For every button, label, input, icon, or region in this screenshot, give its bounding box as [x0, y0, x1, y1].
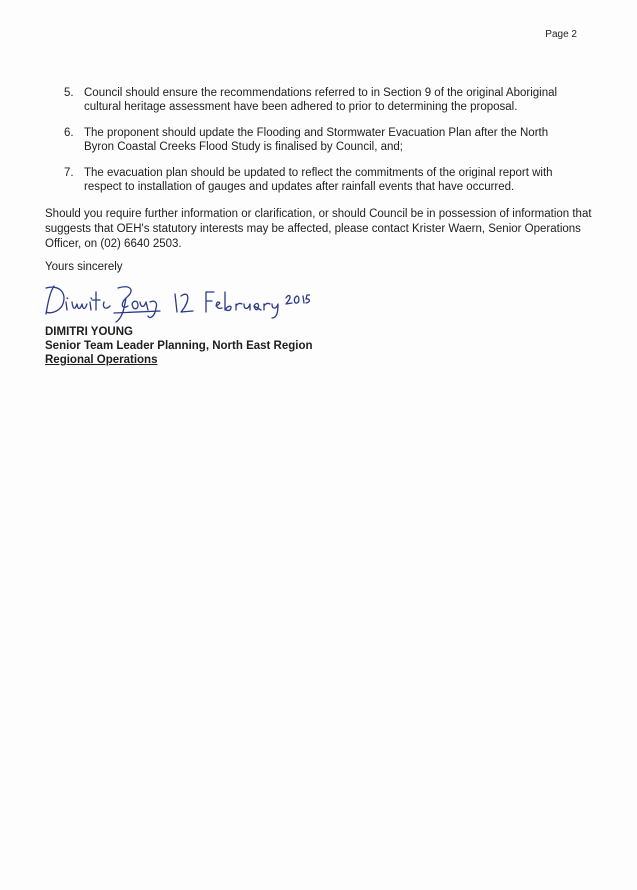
signatory-title: Senior Team Leader Planning, North East Region: [45, 340, 313, 352]
closing-salutation: Yours sincerely: [45, 261, 123, 273]
signatory-name: DIMITRI YOUNG: [45, 326, 133, 338]
list-item-text: The proponent should update the Flooding and Stormwater Evacuation Plan after the North Byron Coastal Creeks Flood Study is finalised by Council, and;: [84, 127, 549, 153]
list-item-number: 7.: [64, 167, 74, 179]
contact-paragraph: Should you require further information or clarification, or should Council be in possession of information that suggests that OEH's statutory interests may be affected, please contact Krister Waern, Senior Operations Officer, on (02) 6640 2503.: [45, 208, 592, 250]
recommendations-list: [0, 86, 637, 206]
signatory-block: [45, 325, 313, 367]
signatory-unit: Regional Operations: [45, 354, 158, 366]
page-number: Page 2: [545, 29, 577, 40]
list-item: [0, 126, 637, 154]
list-item-text: The evacuation plan should be updated to reflect the commitments of the original report with respect to installation of gauges and updates after rainfall events that have occurred.: [84, 167, 553, 193]
list-item: [0, 86, 637, 114]
list-item-text: Council should ensure the recommendations referred to in Section 9 of the original Aboriginal cultural heritage assessment have been adhered to prior to determining the proposal.: [84, 87, 558, 113]
list-item: [0, 166, 637, 194]
handwritten-signature: [40, 280, 310, 324]
list-item-number: 6.: [64, 127, 74, 139]
list-item-number: 5.: [64, 87, 74, 99]
